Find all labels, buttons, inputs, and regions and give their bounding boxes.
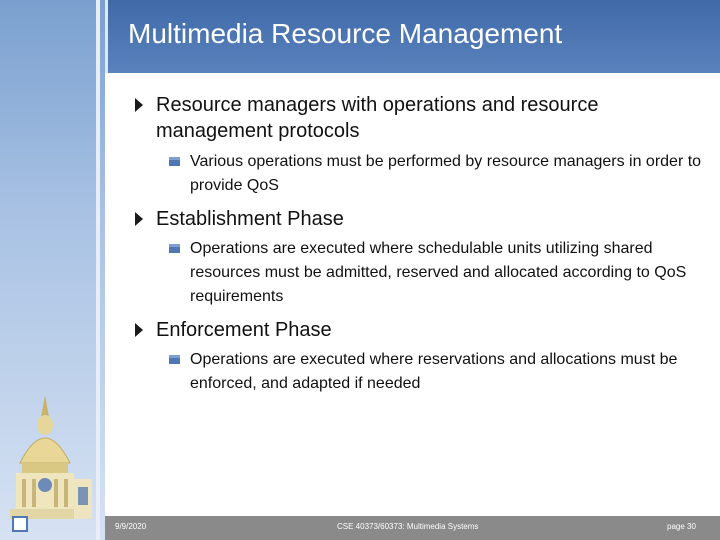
sub-bullet-2-text: Operations are executed where schedulable units utilizing shared resources must be admitted, reserved and allocated according to QoS requirements [190,240,687,305]
sub-bullet-1 [169,150,709,198]
sub-bullet-3 [169,348,709,396]
bullet-3 [135,317,705,343]
bullet-1-text: Resource managers with operations and resource management protocols [156,94,599,142]
bullet-2 [135,206,705,232]
triangle-bullet-icon [135,323,143,337]
bullet-2-text: Establishment Phase [156,208,344,230]
sub-bullet-3-text: Operations are executed where reservations and allocations must be enforced, and adapted if needed [190,351,678,392]
square-bullet-icon [169,157,180,166]
triangle-bullet-icon [135,98,143,112]
footer-page: page 30 [667,522,696,531]
footer-course: CSE 40373/60373: Multimedia Systems [337,522,479,531]
bullet-3-text: Enforcement Phase [156,319,332,341]
corner-square-icon [12,516,28,532]
square-bullet-icon [169,244,180,253]
footer-bar [105,516,720,540]
square-bullet-icon [169,355,180,364]
footer-date: 9/9/2020 [115,522,147,531]
bullet-1 [135,92,705,144]
sub-bullet-1-text: Various operations must be performed by resource managers in order to provide QoS [190,153,702,194]
sub-bullet-2 [169,237,709,309]
slide-title: Multimedia Resource Management [128,18,563,49]
golden-dome-logo [8,395,98,525]
triangle-bullet-icon [135,212,143,226]
title-band-accent [105,0,108,73]
